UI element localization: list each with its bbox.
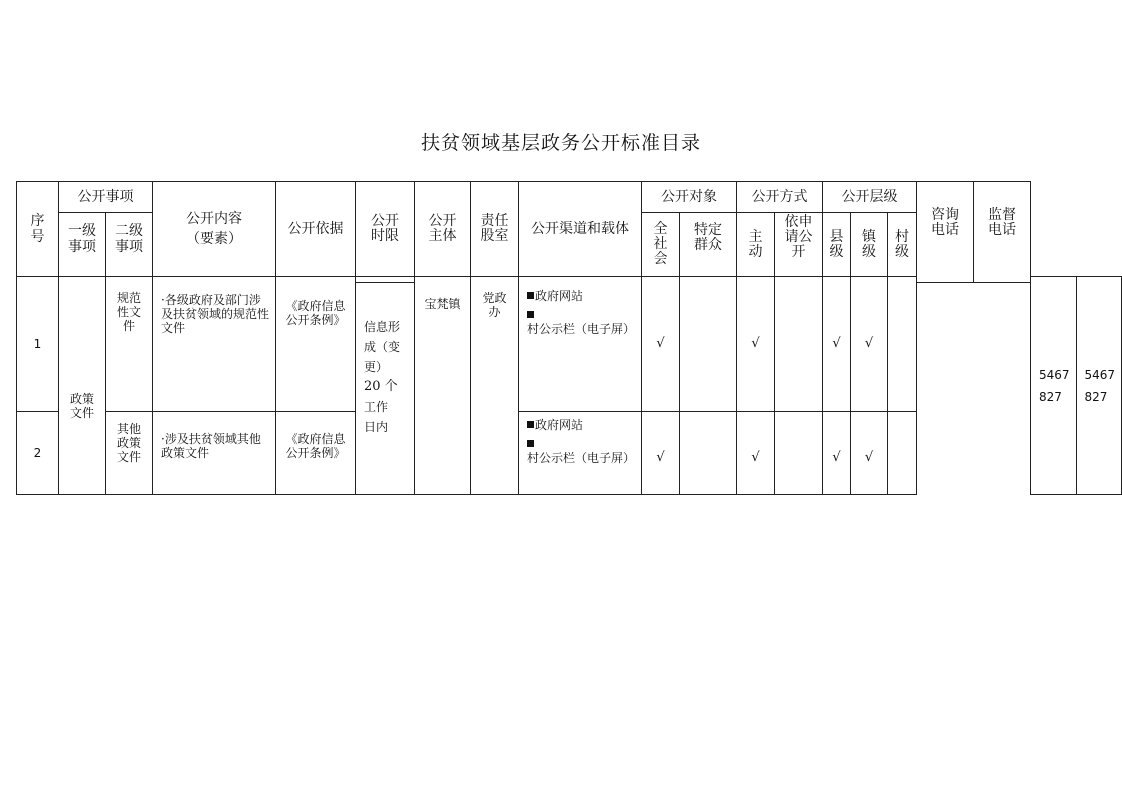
row1-active-check: √: [737, 277, 775, 412]
row2-village-check: [888, 412, 917, 495]
header-method-apply: [775, 213, 823, 277]
row1-level2-text: 规范性文件: [116, 291, 141, 333]
row1-village-check: [888, 277, 917, 412]
time-limit-part: 更）: [364, 360, 389, 374]
header-dept: [471, 182, 519, 277]
header-level: 公开层级: [823, 182, 917, 213]
header-level2: [106, 213, 153, 277]
row1-all-society-check: √: [642, 277, 680, 412]
header-target-specific-text: 特定群众: [694, 222, 722, 253]
header-level-town: [851, 213, 888, 277]
square-bullet-icon: [527, 292, 534, 299]
channel-label: 村公示栏（电子屏）: [527, 451, 636, 465]
header-level-town-text: 镇级: [862, 228, 876, 260]
square-bullet-icon: [527, 421, 534, 428]
square-bullet-icon: [527, 440, 534, 447]
row1-specific-check: [680, 277, 737, 412]
time-limit-part: 日内: [364, 420, 389, 434]
header-method: 公开方式: [737, 182, 823, 213]
dept-text: 党政办: [482, 291, 507, 319]
row2-level2: [106, 412, 153, 495]
header-target-all-text: 全社会: [653, 221, 668, 267]
header-level1: [59, 213, 106, 277]
row2-seq: 2: [17, 412, 59, 495]
row2-specific-check: [680, 412, 737, 495]
channel-label: 村公示栏（电子屏）: [527, 322, 636, 336]
header-consult-phone-text: 咨询电话: [931, 207, 959, 238]
square-bullet-icon: [527, 311, 534, 318]
consult-phone-value: 5467827: [1031, 277, 1077, 495]
row1-channel: [519, 277, 642, 412]
row2-apply-check: [775, 412, 823, 495]
header-subject: [415, 182, 471, 277]
header-level2-text: 二级事项: [115, 223, 143, 255]
header-method-apply-text: 依申请公开: [784, 214, 813, 260]
channel-label: 政府网站: [535, 418, 584, 432]
header-method-active-text: 主动: [748, 228, 763, 260]
header-level-village-text: 村级: [895, 228, 909, 260]
header-level1-text: 一级事项: [68, 223, 96, 255]
level1-item-text: 政策文件: [69, 391, 94, 420]
page-title: 扶贫领域基层政务公开标准目录: [420, 132, 701, 154]
dept-cell: [471, 277, 519, 495]
row2-basis: 《政府信息公开条例》: [276, 412, 356, 495]
header-supervise-phone-text: 监督电话: [988, 207, 1016, 238]
header-seq-text: 序号: [30, 213, 45, 245]
row1-content: ·各级政府及部门涉及扶贫领域的规范性文件: [153, 277, 276, 412]
row2-town-check: √: [851, 412, 888, 495]
time-limit-part: 信息形: [364, 320, 401, 334]
header-target: 公开对象: [642, 182, 737, 213]
header-level-village: [888, 213, 917, 277]
header-content-line1: 公开内容: [186, 211, 242, 227]
row1-level2: [106, 277, 153, 412]
time-limit-part: 工作: [364, 400, 389, 414]
supervise-phone-value: 5467827: [1076, 277, 1122, 495]
channel-item: [527, 308, 641, 336]
header-content: [153, 182, 276, 277]
row2-content: ·涉及扶贫领域其他政策文件: [153, 412, 276, 495]
header-time-limit-text: 公开时限: [371, 213, 399, 244]
row1-apply-check: [775, 277, 823, 412]
table-row: [17, 412, 1122, 495]
row1-seq: 1: [17, 277, 59, 412]
subject-cell: 宝梵镇: [415, 277, 471, 495]
header-subject-text: 公开主体: [428, 213, 457, 244]
row2-county-check: √: [823, 412, 851, 495]
row1-town-check: √: [851, 277, 888, 412]
header-items: 公开事项: [59, 182, 153, 213]
header-consult-phone: [917, 182, 974, 283]
header-target-all: [642, 213, 680, 277]
header-basis: 公开依据: [276, 182, 356, 277]
channel-label: 政府网站: [535, 289, 584, 303]
time-limit-cell: [356, 283, 415, 495]
disclosure-catalog-table: [16, 181, 1122, 495]
header-time-limit: [356, 182, 415, 277]
channel-item: [527, 437, 641, 465]
row1-basis: 《政府信息公开条例》: [276, 277, 356, 412]
header-seq: [17, 182, 59, 277]
row2-active-check: √: [737, 412, 775, 495]
row2-level2-text: 其他政策文件: [116, 422, 141, 464]
row1-county-check: √: [823, 277, 851, 412]
header-channel: 公开渠道和载体: [519, 182, 642, 277]
header-row-1: [17, 182, 1122, 213]
row2-all-society-check: √: [642, 412, 680, 495]
channel-item: [527, 289, 641, 303]
time-limit-part: 成（变: [364, 340, 401, 354]
header-level-county: [823, 213, 851, 277]
level1-item-cell: [59, 277, 106, 495]
channel-item: [527, 418, 641, 432]
header-dept-text: 责任股室: [480, 213, 509, 244]
row2-channel: [519, 412, 642, 495]
header-target-specific: [680, 213, 737, 277]
time-limit-part: 20 个: [364, 379, 398, 394]
header-content-line2: （要素）: [186, 231, 242, 247]
header-method-active: [737, 213, 775, 277]
header-level-county-text: 县级: [829, 228, 844, 260]
header-supervise-phone: [974, 182, 1031, 283]
